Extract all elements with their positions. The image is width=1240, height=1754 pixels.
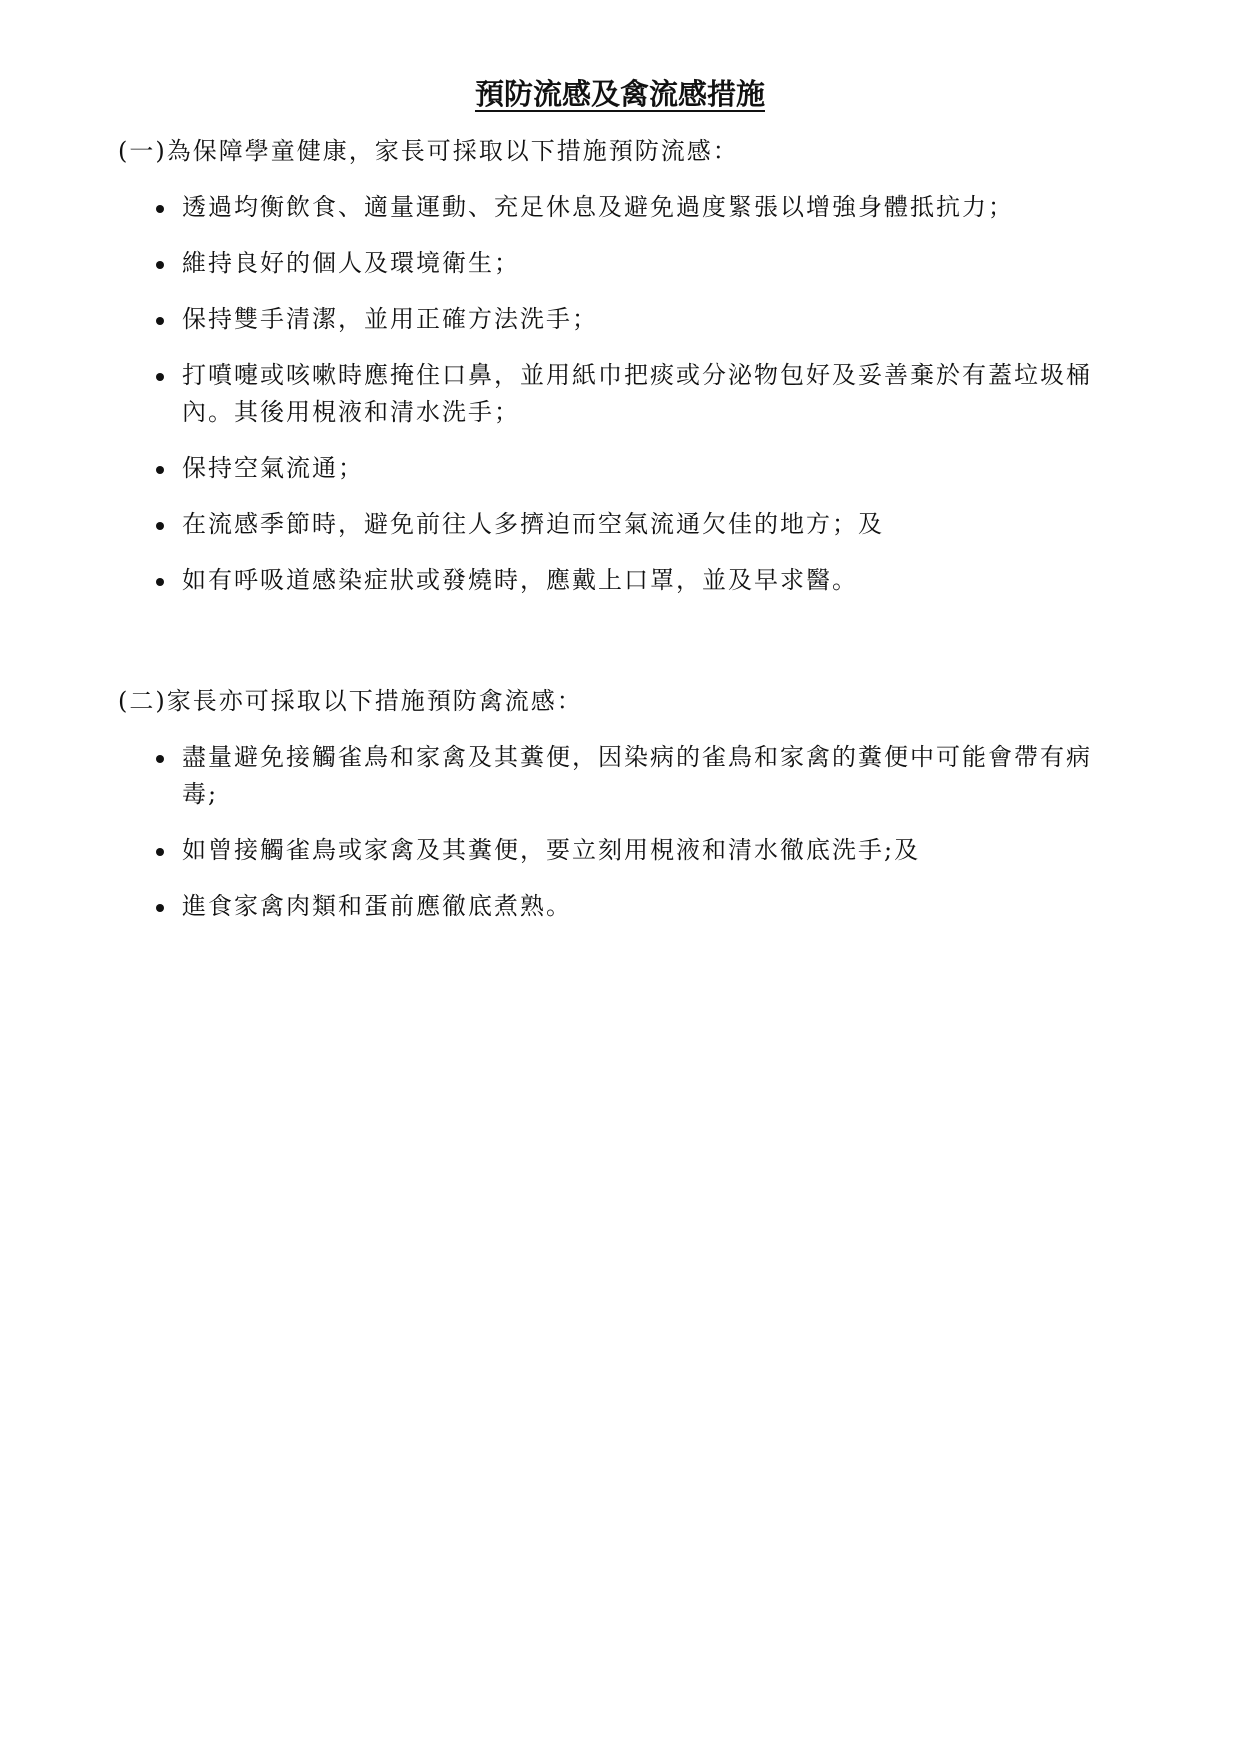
list-item bbox=[156, 562, 1116, 599]
list-item-text: 如曾接觸雀鳥或家禽及其糞便，要立刻用梘液和清水徹底洗手;及 bbox=[182, 836, 921, 864]
list-item bbox=[156, 832, 1116, 869]
list-item-text: 保持雙手清潔，並用正確方法洗手； bbox=[182, 305, 598, 333]
list-item bbox=[156, 245, 1116, 282]
bullet-icon bbox=[156, 904, 164, 912]
bullet-icon bbox=[156, 578, 164, 586]
list-item-text: 打噴嚏或咳嗽時應掩住口鼻，並用紙巾把痰或分泌物包好及妥善棄於有蓋垃圾桶內。其後用梘液和清水洗手； bbox=[182, 361, 1092, 426]
list-item bbox=[156, 450, 1116, 487]
flu-prevention-list bbox=[156, 189, 1116, 618]
bullet-icon bbox=[156, 261, 164, 269]
list-item bbox=[156, 739, 1116, 813]
list-item-text: 維持良好的個人及環境衛生； bbox=[182, 249, 520, 277]
list-item-text: 在流感季節時，避免前往人多擠迫而空氣流通欠佳的地方；及 bbox=[182, 510, 884, 538]
list-item bbox=[156, 357, 1116, 431]
list-item-text: 保持空氣流通； bbox=[182, 454, 364, 482]
page-title bbox=[0, 74, 1240, 114]
bullet-icon bbox=[156, 205, 164, 213]
list-item-text: 盡量避免接觸雀鳥和家禽及其糞便，因染病的雀鳥和家禽的糞便中可能會帶有病毒; bbox=[182, 743, 1092, 808]
bullet-icon bbox=[156, 522, 164, 530]
avian-flu-prevention-list bbox=[156, 739, 1116, 944]
bullet-icon bbox=[156, 848, 164, 856]
bullet-icon bbox=[156, 466, 164, 474]
bullet-icon bbox=[156, 373, 164, 381]
page-title-text: 預防流感及禽流感措施 bbox=[474, 77, 765, 111]
list-item bbox=[156, 888, 1116, 925]
section-heading-flu: (一)為保障學童健康，家長可採取以下措施預防流感： bbox=[118, 137, 739, 165]
list-item bbox=[156, 189, 1116, 226]
bullet-icon bbox=[156, 755, 164, 763]
list-item bbox=[156, 301, 1116, 338]
list-item-text: 如有呼吸道感染症狀或發燒時，應戴上口罩，並及早求醫。 bbox=[182, 566, 858, 594]
section-heading-avian-flu: (二)家長亦可採取以下措施預防禽流感： bbox=[118, 687, 583, 715]
list-item-text: 進食家禽肉類和蛋前應徹底煮熟。 bbox=[182, 892, 572, 920]
list-item bbox=[156, 506, 1116, 543]
list-item-text: 透過均衡飲食、適量運動、充足休息及避免過度緊張以增強身體抵抗力； bbox=[182, 193, 1014, 221]
bullet-icon bbox=[156, 317, 164, 325]
